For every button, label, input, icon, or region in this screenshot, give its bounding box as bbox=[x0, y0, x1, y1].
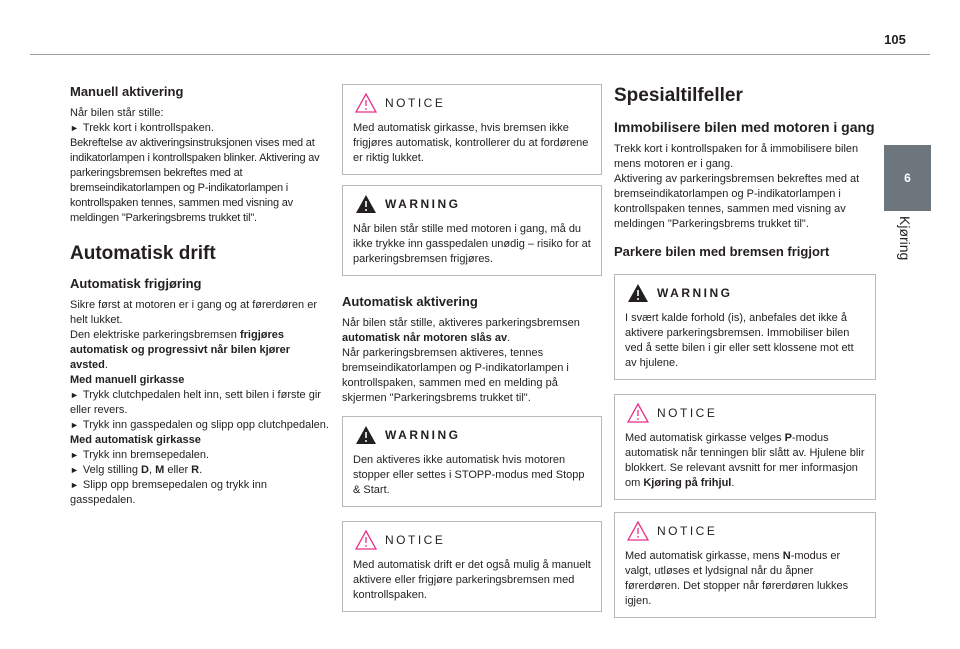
mg-step1: ► Trykk clutchpedalen helt inn, sett bilen i første gir eller revers. bbox=[70, 389, 321, 416]
aa-text2: Når parkeringsbremsen aktiveres, tennes bremseindikatorlampen og P-indikatorlampen i kontrollspaken, sammen med en melding på skjermen "Parkeringsbrems trukket til". bbox=[342, 347, 569, 404]
immobilise-heading: Immobilisere bilen med motoren i gang bbox=[614, 119, 875, 135]
notice-title: NOTICE bbox=[385, 532, 446, 547]
ag-step3: ► Slipp opp bremsepedalen og trykk inn gasspedalen. bbox=[70, 479, 267, 506]
release-line1: Sikre først at motoren er i gang og at førerdøren er helt lukket. bbox=[70, 299, 317, 326]
arrow-icon: ► bbox=[70, 450, 79, 460]
ag-step1: ► Trykk inn bremsepedalen. bbox=[70, 449, 210, 461]
automatic-activation-heading: Automatisk aktivering bbox=[342, 294, 478, 309]
warning-triangle-icon bbox=[355, 425, 377, 445]
manual-activation-heading: Manuell aktivering bbox=[70, 84, 184, 99]
auto-gearbox-label: Med automatisk girkasse bbox=[70, 434, 201, 446]
notice-title: NOTICE bbox=[657, 523, 718, 538]
notice-title: NOTICE bbox=[385, 95, 446, 110]
automatic-operation-heading: Automatisk drift bbox=[70, 243, 216, 264]
notice-text: Med automatisk girkasse, hvis bremsen ikke frigjøres automatisk, kontrollerer du at fordørene er riktig lukket. bbox=[353, 122, 589, 164]
notice-triangle-icon bbox=[355, 93, 377, 113]
notice-triangle-icon bbox=[627, 521, 649, 541]
notice-box bbox=[614, 512, 876, 618]
notice-text: Med automatisk girkasse velges P-modus automatisk når tenningen blir slått av. Hjulene blir blokkert. Se relevant avsnitt for mer informasjon om Kjøring på frihjul. bbox=[625, 432, 865, 489]
warning-title: WARNING bbox=[385, 196, 461, 211]
arrow-icon: ► bbox=[70, 480, 79, 490]
warning-triangle-icon bbox=[627, 283, 649, 303]
notice-box bbox=[342, 521, 602, 612]
warning-box bbox=[342, 416, 602, 507]
arrow-icon: ► bbox=[70, 420, 79, 430]
warning-box bbox=[614, 274, 876, 380]
ag-step2: ► Velg stilling D, M eller R. bbox=[70, 464, 203, 476]
park-released-heading: Parkere bilen med bremsen frigjort bbox=[614, 244, 830, 259]
notice-text: Med automatisk girkasse, mens N-modus er valgt, utløses et lydsignal når du åpner førerdøren. Det stopper når førerdøren lukkes igjen. bbox=[625, 550, 849, 607]
column-right bbox=[614, 84, 876, 618]
release-line2: Den elektriske parkeringsbremsen frigjøres automatisk og progressivt når bilen kjører avsted. bbox=[70, 329, 291, 371]
special-cases-heading: Spesialtilfeller bbox=[614, 85, 743, 106]
arrow-icon: ► bbox=[70, 390, 79, 400]
notice-box bbox=[614, 394, 876, 500]
notice-triangle-icon bbox=[627, 403, 649, 423]
warning-text: Når bilen står stille med motoren i gang, må du ikke trykke inn gasspedalen unødig – risiko for at parkeringsbremsen frigjøres. bbox=[353, 223, 591, 265]
manual-text: Bekreftelse av aktiveringsinstruksjonen vises med at indikatorlampen i kontrollspaken blinker. Aktivering av parkeringsbremsen bekreftes med at bremseindikatorlampen og P-indikatorlampen i kontrollspaken tennes, sammen med visning av meldingen "Parkeringsbrems trukket til". bbox=[70, 137, 320, 224]
immob-text2: Aktivering av parkeringsbremsen bekreftes med at bremseindikatorlampen og P-indikatorlampen i kontrollspaken tennes, sammen med visning av meldingen "Parkeringsbrems trukket til". bbox=[614, 173, 860, 230]
column-left bbox=[70, 84, 330, 508]
column-middle bbox=[342, 84, 602, 612]
notice-box bbox=[342, 84, 602, 175]
manual-step: ► Trekk kort i kontrollspaken. bbox=[70, 122, 214, 134]
chapter-number: 6 bbox=[904, 171, 911, 185]
manual-intro: Når bilen står stille: bbox=[70, 107, 164, 119]
notice-triangle-icon bbox=[355, 530, 377, 550]
warning-title: WARNING bbox=[657, 285, 733, 300]
notice-text: Med automatisk drift er det også mulig å manuelt aktivere eller frigjøre parkeringsbremsen med kontrollspaken. bbox=[353, 559, 591, 601]
aa-text1: Når bilen står stille, aktiveres parkeringsbremsen automatisk når motoren slås av. bbox=[342, 317, 580, 344]
arrow-icon: ► bbox=[70, 123, 79, 133]
header-divider bbox=[30, 54, 930, 55]
warning-box bbox=[342, 185, 602, 276]
immob-text1: Trekk kort i kontrollspaken for å immobilisere bilen mens motoren er i gang. bbox=[614, 143, 859, 170]
warning-triangle-icon bbox=[355, 194, 377, 214]
mg-step2: ► Trykk inn gasspedalen og slipp opp clutchpedalen. bbox=[70, 419, 329, 431]
chapter-tab[interactable] bbox=[884, 145, 931, 211]
warning-text: I svært kalde forhold (is), anbefales det ikke å aktivere parkeringsbremsen. Immobiliser bilen ved å sette bilen i gir eller sett klossene mot ett av hjulene. bbox=[625, 312, 854, 369]
page-number: 105 bbox=[884, 32, 906, 47]
manual-gearbox-label: Med manuell girkasse bbox=[70, 374, 185, 386]
notice-title: NOTICE bbox=[657, 405, 718, 420]
warning-title: WARNING bbox=[385, 427, 461, 442]
chapter-title: Kjøring bbox=[897, 216, 913, 261]
automatic-release-heading: Automatisk frigjøring bbox=[70, 276, 202, 291]
warning-text: Den aktiveres ikke automatisk hvis motoren stopper eller settes i STOPP-modus med Stopp & Start. bbox=[353, 454, 585, 496]
arrow-icon: ► bbox=[70, 465, 79, 475]
